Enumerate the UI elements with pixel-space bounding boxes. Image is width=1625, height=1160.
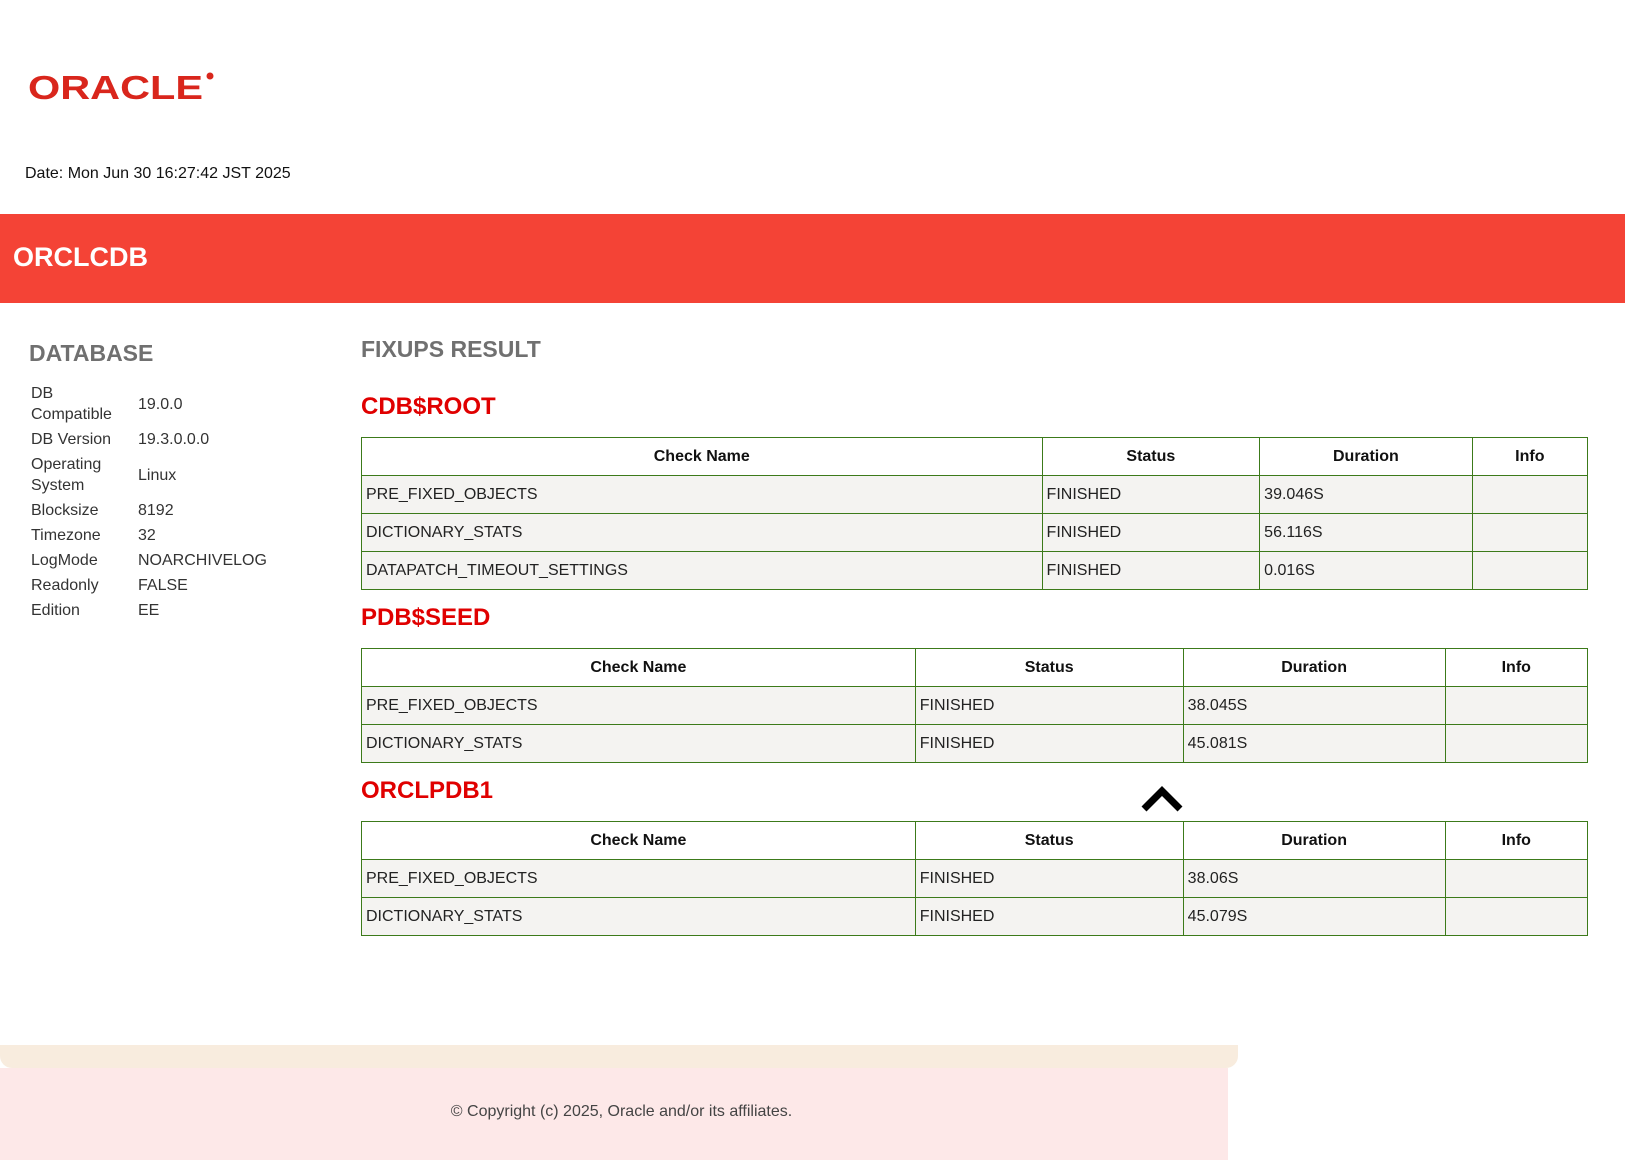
column-header: Check Name	[362, 822, 916, 860]
table-row	[362, 898, 1588, 936]
container-name: CDB$ROOT	[361, 393, 496, 420]
fixups-panel	[361, 336, 1588, 936]
db-info-row	[29, 427, 269, 452]
svg-text:ORACLE: ORACLE	[28, 70, 203, 104]
db-info-value: FALSE	[138, 577, 188, 594]
oracle-logo	[28, 70, 218, 104]
table-cell: 56.116S	[1260, 514, 1472, 552]
db-info-label: LogMode	[31, 552, 98, 569]
table-cell	[1445, 898, 1587, 936]
table-cell	[1472, 552, 1587, 590]
column-header: Info	[1445, 822, 1587, 860]
db-info-label: Readonly	[31, 577, 99, 594]
table-cell: 38.045S	[1183, 687, 1445, 725]
table-cell	[1445, 687, 1587, 725]
db-info-label: Edition	[31, 602, 80, 619]
table-cell: FINISHED	[915, 687, 1183, 725]
table-cell	[1445, 860, 1587, 898]
column-header: Check Name	[362, 649, 916, 687]
table-cell: DICTIONARY_STATS	[362, 898, 916, 936]
column-header: Duration	[1260, 438, 1472, 476]
db-info-row	[29, 498, 269, 523]
db-info-value: 32	[138, 527, 156, 544]
db-info-label: DB Compatible	[31, 385, 112, 423]
table-cell: 38.06S	[1183, 860, 1445, 898]
table-cell: 39.046S	[1260, 476, 1472, 514]
table-header-row	[362, 438, 1588, 476]
table-row	[362, 476, 1588, 514]
table-cell: 45.081S	[1183, 725, 1445, 763]
column-header: Status	[1042, 438, 1260, 476]
table-row	[362, 725, 1588, 763]
database-title: DATABASE	[29, 340, 154, 366]
db-info-row	[29, 452, 269, 498]
column-header: Check Name	[362, 438, 1043, 476]
table-row	[362, 552, 1588, 590]
db-info-row	[29, 548, 269, 573]
table-cell: DATAPATCH_TIMEOUT_SETTINGS	[362, 552, 1043, 590]
db-info-label: Timezone	[31, 527, 101, 544]
fixups-table	[361, 821, 1588, 936]
column-header: Status	[915, 649, 1183, 687]
db-info-value: NOARCHIVELOG	[138, 552, 267, 569]
table-header-row	[362, 649, 1588, 687]
fixups-title: FIXUPS RESULT	[361, 336, 541, 362]
db-banner	[0, 214, 1625, 303]
table-cell: PRE_FIXED_OBJECTS	[362, 860, 916, 898]
db-info-value: 19.3.0.0.0	[138, 431, 210, 448]
footer	[0, 1068, 1228, 1160]
table-cell: PRE_FIXED_OBJECTS	[362, 476, 1043, 514]
column-header: Duration	[1183, 649, 1445, 687]
database-info-table	[29, 381, 269, 623]
db-info-row	[29, 573, 269, 598]
table-row	[362, 860, 1588, 898]
table-row	[362, 687, 1588, 725]
table-cell: 0.016S	[1260, 552, 1472, 590]
database-panel	[29, 340, 329, 623]
db-info-value: Linux	[138, 466, 177, 484]
chevron-up-icon	[1141, 784, 1183, 812]
table-cell: FINISHED	[915, 725, 1183, 763]
table-cell: 45.079S	[1183, 898, 1445, 936]
fixups-table	[361, 648, 1588, 763]
copyright-text: © Copyright (c) 2025, Oracle and/or its affiliates.	[450, 1103, 793, 1120]
db-info-label: Operating System	[31, 456, 102, 494]
footer-top-strip	[0, 1045, 1238, 1068]
table-cell: FINISHED	[915, 898, 1183, 936]
container-name: PDB$SEED	[361, 604, 491, 631]
db-info-row	[29, 523, 269, 548]
table-cell: FINISHED	[1042, 552, 1260, 590]
table-cell: FINISHED	[1042, 514, 1260, 552]
db-info-label: DB Version	[31, 431, 112, 448]
column-header: Info	[1472, 438, 1587, 476]
db-info-row	[29, 381, 269, 427]
table-cell	[1472, 514, 1587, 552]
db-info-row	[29, 598, 269, 623]
column-header: Status	[915, 822, 1183, 860]
fixups-table	[361, 437, 1588, 590]
report-date: Date: Mon Jun 30 16:27:42 JST 2025	[25, 165, 291, 182]
table-cell	[1445, 725, 1587, 763]
table-cell: FINISHED	[1042, 476, 1260, 514]
container-name: ORCLPDB1	[361, 777, 494, 804]
table-cell: DICTIONARY_STATS	[362, 514, 1043, 552]
db-info-value: 8192	[138, 502, 174, 519]
db-name-title: ORCLCDB	[13, 242, 148, 272]
db-info-label: Blocksize	[31, 502, 99, 519]
table-cell: FINISHED	[915, 860, 1183, 898]
column-header: Duration	[1183, 822, 1445, 860]
db-info-value: EE	[138, 602, 160, 619]
db-info-value: 19.0.0	[138, 395, 183, 413]
table-cell: PRE_FIXED_OBJECTS	[362, 687, 916, 725]
table-row	[362, 514, 1588, 552]
table-cell	[1472, 476, 1587, 514]
column-header: Info	[1445, 649, 1587, 687]
table-cell: DICTIONARY_STATS	[362, 725, 916, 763]
back-to-top-button[interactable]	[1141, 784, 1183, 817]
table-header-row	[362, 822, 1588, 860]
